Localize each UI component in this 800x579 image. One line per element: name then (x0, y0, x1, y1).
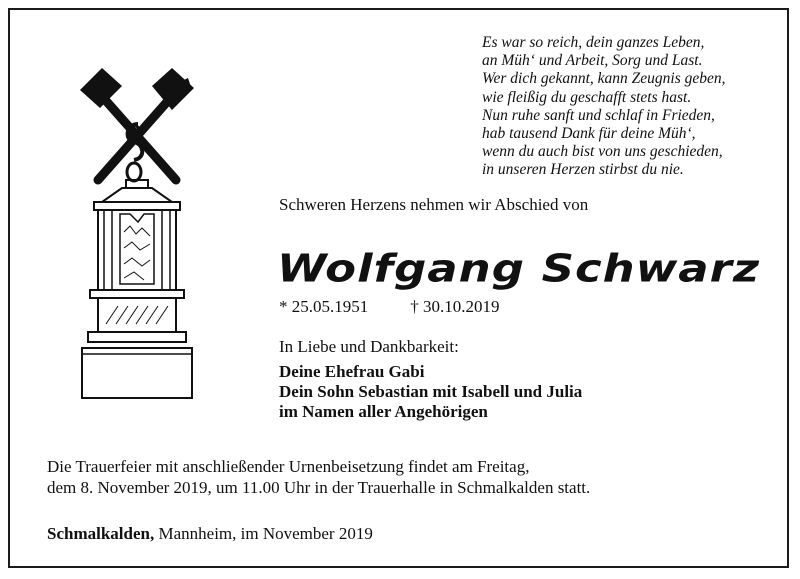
hammer-and-pick-miners-lamp-icon (72, 62, 202, 402)
death-date: † 30.10.2019 (410, 297, 500, 316)
farewell-intro: Schweren Herzens nehmen wir Abschied von (279, 195, 589, 214)
footer-place: Schmalkalden, (47, 524, 155, 543)
poem-line: hab tausend Dank für deine Müh‘, (482, 125, 696, 143)
poem-line: Nun ruhe sanft und schlaf in Frieden, (482, 106, 715, 124)
funeral-service-info (47, 457, 590, 498)
poem-line: wenn du auch bist von uns geschieden, (482, 143, 723, 161)
poem-line: Wer dich gekannt, kann Zeugnis geben, (482, 70, 726, 88)
poem-line: Es war so reich, dein ganzes Leben, (482, 34, 705, 51)
mourner-line: im Namen aller Angehörigen (279, 402, 488, 421)
deceased-name: Wolfgang Schwarz (277, 246, 761, 292)
service-line: dem 8. November 2019, um 11.00 Uhr in der Trauerhalle in Schmalkalden statt. (47, 477, 591, 497)
mourners-list (279, 362, 582, 422)
mourner-line: Deine Ehefrau Gabi (279, 362, 425, 381)
footer-rest: Mannheim, im November 2019 (154, 524, 373, 543)
birth-date: * 25.05.1951 (279, 297, 369, 316)
life-dates (279, 297, 500, 317)
poem-line: in unseren Herzen stirbst du nie. (482, 161, 684, 179)
gratitude-line: In Liebe und Dankbarkeit: (279, 337, 459, 356)
poem-line: an Müh‘ und Arbeit, Sorg und Last. (482, 52, 703, 70)
place-and-date (47, 524, 373, 544)
poem-line: wie fleißig du geschafft stets hast. (482, 88, 692, 106)
service-line: Die Trauerfeier mit anschließender Urnenbeisetzung findet am Freitag, (47, 457, 530, 476)
mourner-line: Dein Sohn Sebastian mit Isabell und Julia (279, 382, 583, 401)
poem-verse (482, 34, 782, 180)
